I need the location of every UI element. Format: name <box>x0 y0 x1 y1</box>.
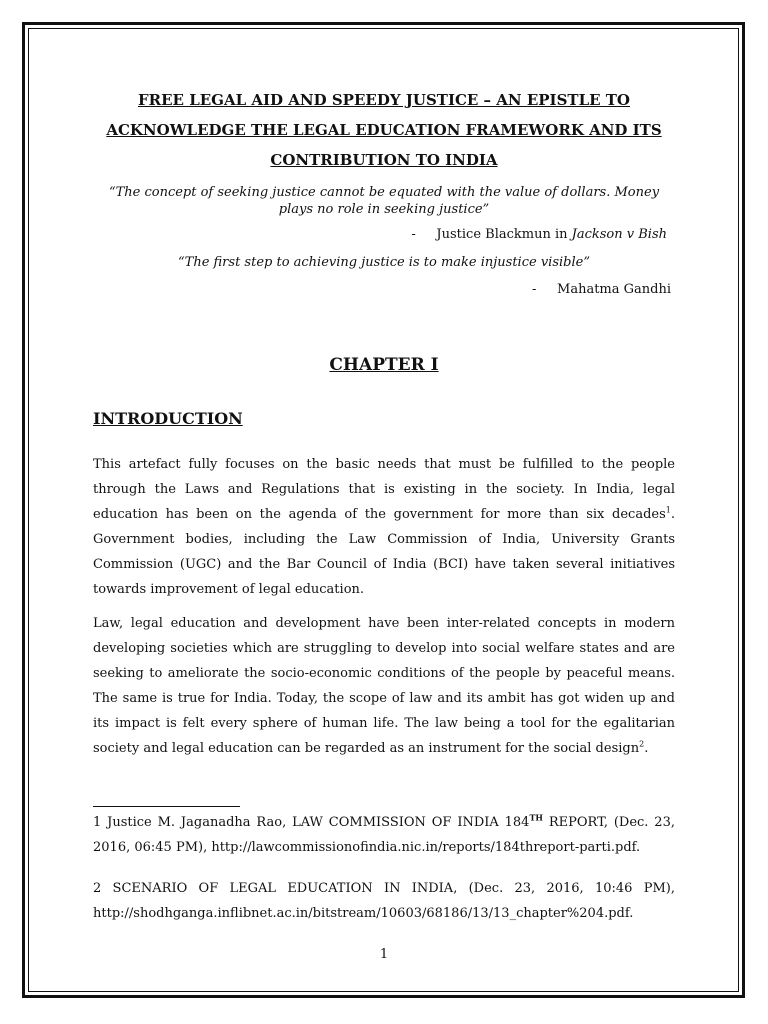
section-heading: INTRODUCTION <box>93 409 243 428</box>
footnote-tail: REPORT, (Dec. 23, 2016, 06:45 PM), http://lawcommissionofindia.nic.in/reports/184threport-parti.pdf. <box>93 815 675 855</box>
footnote-1 <box>93 810 675 860</box>
epigraph-attribution-1 <box>93 227 667 243</box>
footnote-text: 1 Justice M. Jaganadha Rao, LAW COMMISSION OF INDIA 184 <box>93 815 530 830</box>
paragraph-text: This artefact fully focuses on the basic needs that must be fulfilled to the people through the Laws and Regulations that is existing in the society. In India, legal education has been on the agenda of the government for more than six decades <box>93 457 675 522</box>
footnote-ref-2[interactable]: 2 <box>639 739 645 749</box>
document-title: FREE LEGAL AID AND SPEEDY JUSTICE – AN EPISTLE TO ACKNOWLEDGE THE LEGAL EDUCATION FRAMEWORK AND ITS CONTRIBUTION TO INDIA <box>106 91 662 169</box>
attribution-text: - Mahatma Gandhi <box>531 282 671 297</box>
footnote-text: 2 SCENARIO OF LEGAL EDUCATION IN INDIA, (Dec. 23, 2016, 10:46 PM), http://shodhganga.inflibnet.ac.in/bitstream/10603/68186/13/13_chapter%204.pdf. <box>93 881 675 921</box>
body-paragraph-2 <box>93 611 675 761</box>
body-paragraph-1 <box>93 452 675 602</box>
document-body <box>93 85 675 926</box>
case-name: Jackson v Bish <box>571 227 667 242</box>
footnote-ref-1[interactable]: 1 <box>665 505 671 515</box>
epigraph-attribution-2 <box>93 282 671 298</box>
epigraph-quote-2: “The first step to achieving justice is to make injustice visible” <box>178 255 590 270</box>
footnote-2 <box>93 876 675 926</box>
chapter-heading: CHAPTER I <box>329 355 439 375</box>
attribution-text: - Justice Blackmun in <box>411 227 572 242</box>
paragraph-text: Law, legal education and development have been inter-related concepts in modern developing societies which are struggling to develop into social welfare states and are seeking to ameliorate the socio-economic conditions of the people by peaceful means. The same is true for India. Today, the scope of law and its ambit has got widen up and its impact is felt every sphere of human life. The law being a tool for the egalitarian society and legal education can be regarded as an instrument for the social design <box>93 616 675 756</box>
page-number: 1 <box>379 947 389 962</box>
ordinal-suffix: TH <box>529 812 543 823</box>
footnote-separator <box>93 806 240 807</box>
paragraph-tail: . Government bodies, including the Law Commission of India, University Grants Commission (UGC) and the Bar Council of India (BCI) have taken several initiatives towards improvement of legal education. <box>93 507 675 597</box>
epigraph-quote-1: “The concept of seeking justice cannot be equated with the value of dollars. Money plays no role in seeking justice” <box>108 185 660 217</box>
paragraph-tail: . <box>644 741 649 756</box>
